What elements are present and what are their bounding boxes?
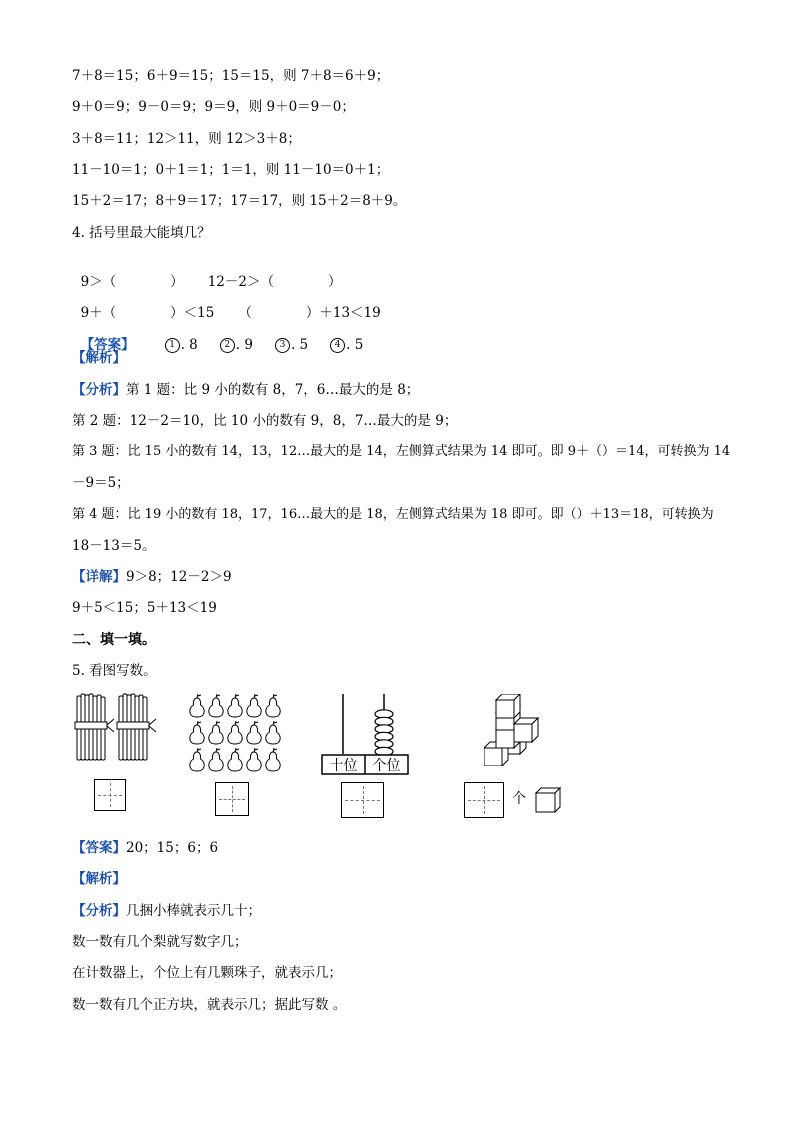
analysis-line: 数一数有几个正方块，就表示几；据此写数 。 <box>72 997 347 1013</box>
analysis-line: 第 2 题：12－2＝10，比 10 小的数有 9，8，7…最大的是 9； <box>72 413 458 429</box>
circled-number: 2 <box>220 338 235 353</box>
analysis-text: 几捆小棒就表示几十； <box>126 903 261 919</box>
answer-tag: 【答案】 <box>80 337 135 353</box>
stick-bundles-figure <box>74 692 158 764</box>
cube-unit-label: 个 <box>512 791 526 807</box>
blank-expression: 9＞（ ） <box>80 274 184 290</box>
abacus-beads <box>375 710 393 756</box>
answer-value: . 5 <box>346 337 364 353</box>
stick-bundle <box>117 694 156 760</box>
explanation-line: 9＋0＝9；9－0＝9；9＝9，则 9＋0＝9－0； <box>72 99 355 115</box>
detail-line <box>72 568 232 586</box>
fenxi-tag: 【分析】 <box>72 903 126 919</box>
answer-row <box>72 839 218 857</box>
circled-number: 1 <box>165 338 180 353</box>
question-title: 5. 看图写数。 <box>72 663 157 679</box>
analysis-tag: 【解析】 <box>72 871 126 887</box>
fenxi-tag: 【分析】 <box>72 382 126 398</box>
analysis-line: －9＝5； <box>72 475 130 491</box>
analysis-line <box>72 381 419 399</box>
analysis-text: 第 1 题：比 9 小的数有 8，7，6…最大的是 8； <box>126 382 420 398</box>
blank-expression: 9＋（ ）＜15 <box>80 305 215 321</box>
cube-icon <box>535 787 563 813</box>
answer-box[interactable] <box>341 782 384 818</box>
abacus-figure <box>320 692 412 778</box>
answer-box[interactable] <box>464 782 504 818</box>
answer-value: . 9 <box>235 337 253 353</box>
question-title: 4. 括号里最大能填几？ <box>72 225 211 241</box>
question-row <box>72 286 381 322</box>
answer-value: 20；15；6；6 <box>126 840 219 856</box>
explanation-line: 7＋8＝15；6＋9＝15；15＝15，则 7＋8＝6＋9； <box>72 68 390 84</box>
answer-value: . 8 <box>180 337 198 353</box>
explanation-line: 11－10＝1；0＋1＝1；1＝1，则 11－10＝0＋1； <box>72 162 390 178</box>
circled-number: 3 <box>275 338 290 353</box>
pears-figure <box>186 692 286 776</box>
blank-expression: （ ）＋13＜19 <box>238 305 381 321</box>
pear-grid <box>190 694 280 771</box>
analysis-line: 在计数器上，个位上有几颗珠子，就表示几； <box>72 965 342 981</box>
explanation-line: 3＋8＝11；12＞11，则 12＞3＋8； <box>72 131 301 147</box>
answer-box[interactable] <box>94 779 126 811</box>
detail-line: 9＋5＜15；5＋13＜19 <box>72 600 217 616</box>
xiangjie-tag: 【详解】 <box>72 569 126 585</box>
ones-label: 个位 <box>372 758 401 774</box>
blank-expression: 12－2＞（ ） <box>207 274 342 290</box>
analysis-tag: 【解析】 <box>72 350 126 366</box>
analysis-line: 数一数有几个梨就写数字几； <box>72 934 248 950</box>
detail-text: 9＞8；12－2＞9 <box>126 569 232 585</box>
analysis-line <box>72 902 261 920</box>
cubes <box>484 694 538 766</box>
explanation-line: 15＋2＝17；8＋9＝17；17＝17，则 15＋2＝8＋9。 <box>72 193 407 209</box>
circled-number: 4 <box>330 338 345 353</box>
answer-value: . 5 <box>290 337 309 353</box>
answer-tag: 【答案】 <box>72 840 126 856</box>
cube-stack-figure <box>484 694 544 766</box>
analysis-line: 第 4 题：比 19 小的数有 18，17，16…最大的是 18，左侧算式结果为 18 即可。即（）＋13＝18，可转换为 <box>72 507 714 522</box>
analysis-line: 18－13＝5。 <box>72 538 156 554</box>
tens-label: 十位 <box>329 758 358 774</box>
analysis-line: 第 3 题：比 15 小的数有 14，13，12…最大的是 14，左侧算式结果为 14 即可。即 9＋（）＝14，可转换为 14 <box>72 444 731 459</box>
section-heading: 二、填一填。 <box>72 632 156 648</box>
stick-bundle <box>75 694 114 760</box>
answer-box[interactable] <box>215 782 249 816</box>
